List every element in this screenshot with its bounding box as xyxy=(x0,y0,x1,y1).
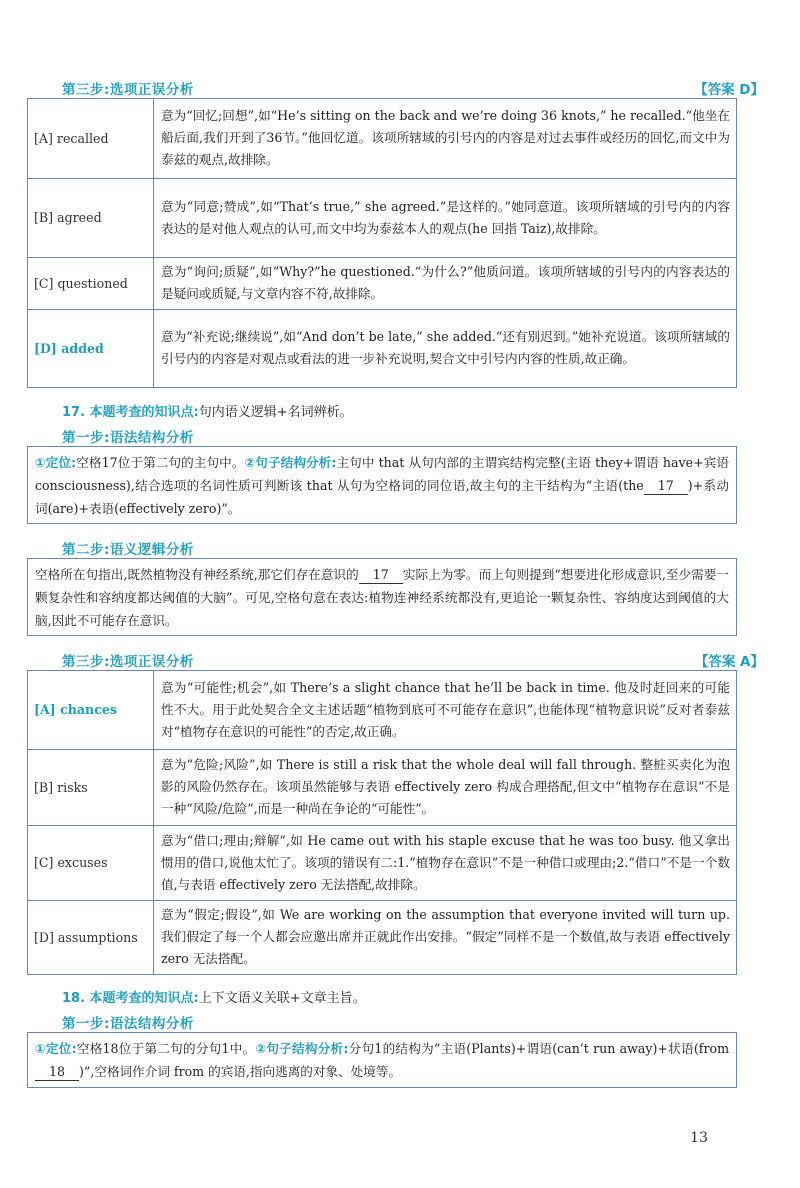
q17-answer: 【答案 A】 xyxy=(694,654,764,670)
table-row xyxy=(28,258,737,310)
option-explanation: 意为“补充说;继续说”,如“And don’t be late,” she added.“还有别迟到。”她补充说道。该项所辖域的引号内的内容是对观点或看法的进一步补充说明,契合文中引号内内容的性质,故正确。 xyxy=(154,310,737,388)
q17-heading: 17. 本题考查的知识点:句内语义逻辑+名词辨析。 xyxy=(62,405,353,420)
page-number: 13 xyxy=(690,1130,708,1146)
option-explanation: 意为“同意;赞成”,如“That’s true,” she agreed.“是这样的。”她同意道。该项所辖域的引号内的内容表达的是对他人观点的认可,而文中均为泰兹本人的观点(he 回指 Taiz),故排除。 xyxy=(154,179,737,258)
q18-step1-box: ①定位:空格18位于第二句的分句1中。②句子结构分析:分句1的结构为“主语(Plants)+谓语(can’t run away)+状语(from18 )”,空格词作介词 from 的宾语,指向逃离的对象、处境等。 xyxy=(27,1032,737,1088)
option-label: [A] recalled xyxy=(28,99,154,179)
option-label: [C] excuses xyxy=(28,826,154,901)
option-label-correct: [A] chances xyxy=(28,671,154,750)
q16-options-table xyxy=(27,98,737,388)
table-row xyxy=(28,99,737,179)
q17-step3-title: 第三步:选项正误分析 xyxy=(62,654,194,670)
q17-step2-box: 空格所在句指出,既然植物没有神经系统,那它们存在意识的 17 实际上为零。而上句则提到“想要进化形成意识,至少需要一颗复杂性和容纳度都达阈值的大脑”。可见,空格句意在表达:植物连神经系统都没有,更追论一颗复杂性、容纳度达到阈值的大脑,因此不可能存在意识。 xyxy=(27,558,737,636)
answer-blank: 17 xyxy=(359,567,403,584)
q17-options-table xyxy=(27,670,737,975)
option-explanation: 意为“回忆;回想”,如“He’s sitting on the back and we’re doing 36 knots,” he recalled.“他坐在船后面,我们开到了36节。”他回忆道。该项所辖域的引号内的内容是对过去事件或经历的回忆,而文中为泰兹的观点,故排除。 xyxy=(154,99,737,179)
table-row xyxy=(28,901,737,975)
q18-step1-title: 第一步:语法结构分析 xyxy=(62,1016,194,1032)
answer-blank: 18 xyxy=(35,1064,79,1081)
table-row xyxy=(28,671,737,750)
table-row xyxy=(28,179,737,258)
option-label: [D] assumptions xyxy=(28,901,154,975)
table-row xyxy=(28,826,737,901)
option-label-correct: [D] added xyxy=(28,310,154,388)
answer-blank: 17 xyxy=(644,478,688,495)
option-explanation: 意为“询问;质疑”,如“Why?”he questioned.“为什么?”他质问道。该项所辖域的引号内的内容表达的是疑问或质疑,与文章内容不符,故排除。 xyxy=(154,258,737,310)
option-explanation: 意为“借口;理由;辩解”,如 He came out with his staple excuse that he was too busy. 他又拿出惯用的借口,说他太忙了。该项的错误有二:1.“植物存在意识”不是一种借口或理由;2.“借口”不是一个数值,与表语 effectively zero 无法搭配,故排除。 xyxy=(154,826,737,901)
q17-step2-title: 第二步:语义逻辑分析 xyxy=(62,542,194,558)
table-row xyxy=(28,750,737,826)
option-explanation: 意为“危险;风险”,如 There is still a risk that the whole deal will fall through. 整桩买卖化为泡影的风险仍然存在。该项虽然能够与表语 effectively zero 构成合理搭配,但文中“植物存在意识”不是一种“风险/危险”,而是一种尚在争论的“可能性”。 xyxy=(154,750,737,826)
option-explanation: 意为“假定;假设”,如 We are working on the assumption that everyone invited will turn up. 我们假定了每一个人都会应邀出席并正就此作出安排。“假定”同样不是一个数值,故与表语 effectively zero 无法搭配。 xyxy=(154,901,737,975)
q18-heading: 18. 本题考查的知识点:上下文语义关联+文章主旨。 xyxy=(62,991,366,1006)
option-explanation: 意为“可能性;机会”,如 There’s a slight chance that he’ll be back in time. 他及时赶回来的可能性不大。用于此处契合全文主述话题“植物到底可不可能存在意识”,也能体现“植物意识说”反对者泰兹对“植物存在意识的可能性”的否定,故正确。 xyxy=(154,671,737,750)
q16-answer: 【答案 D】 xyxy=(694,82,764,98)
q17-step1-box: ①定位:空格17位于第二句的主句中。②句子结构分析:主句中 that 从句内部的主谓宾结构完整(主语 they+谓语 have+宾语 consciousness),结合选项的名词性质可判断该 that 从句为空格词的同位语,故主句的主干结构为“主语(the 17 )+系动词(are)+表语(effectively zero)”。 xyxy=(27,446,737,524)
q17-step1-title: 第一步:语法结构分析 xyxy=(62,430,194,446)
q16-step3-title: 第三步:选项正误分析 xyxy=(62,82,194,98)
option-label: [B] agreed xyxy=(28,179,154,258)
option-label: [C] questioned xyxy=(28,258,154,310)
table-row xyxy=(28,310,737,388)
option-label: [B] risks xyxy=(28,750,154,826)
